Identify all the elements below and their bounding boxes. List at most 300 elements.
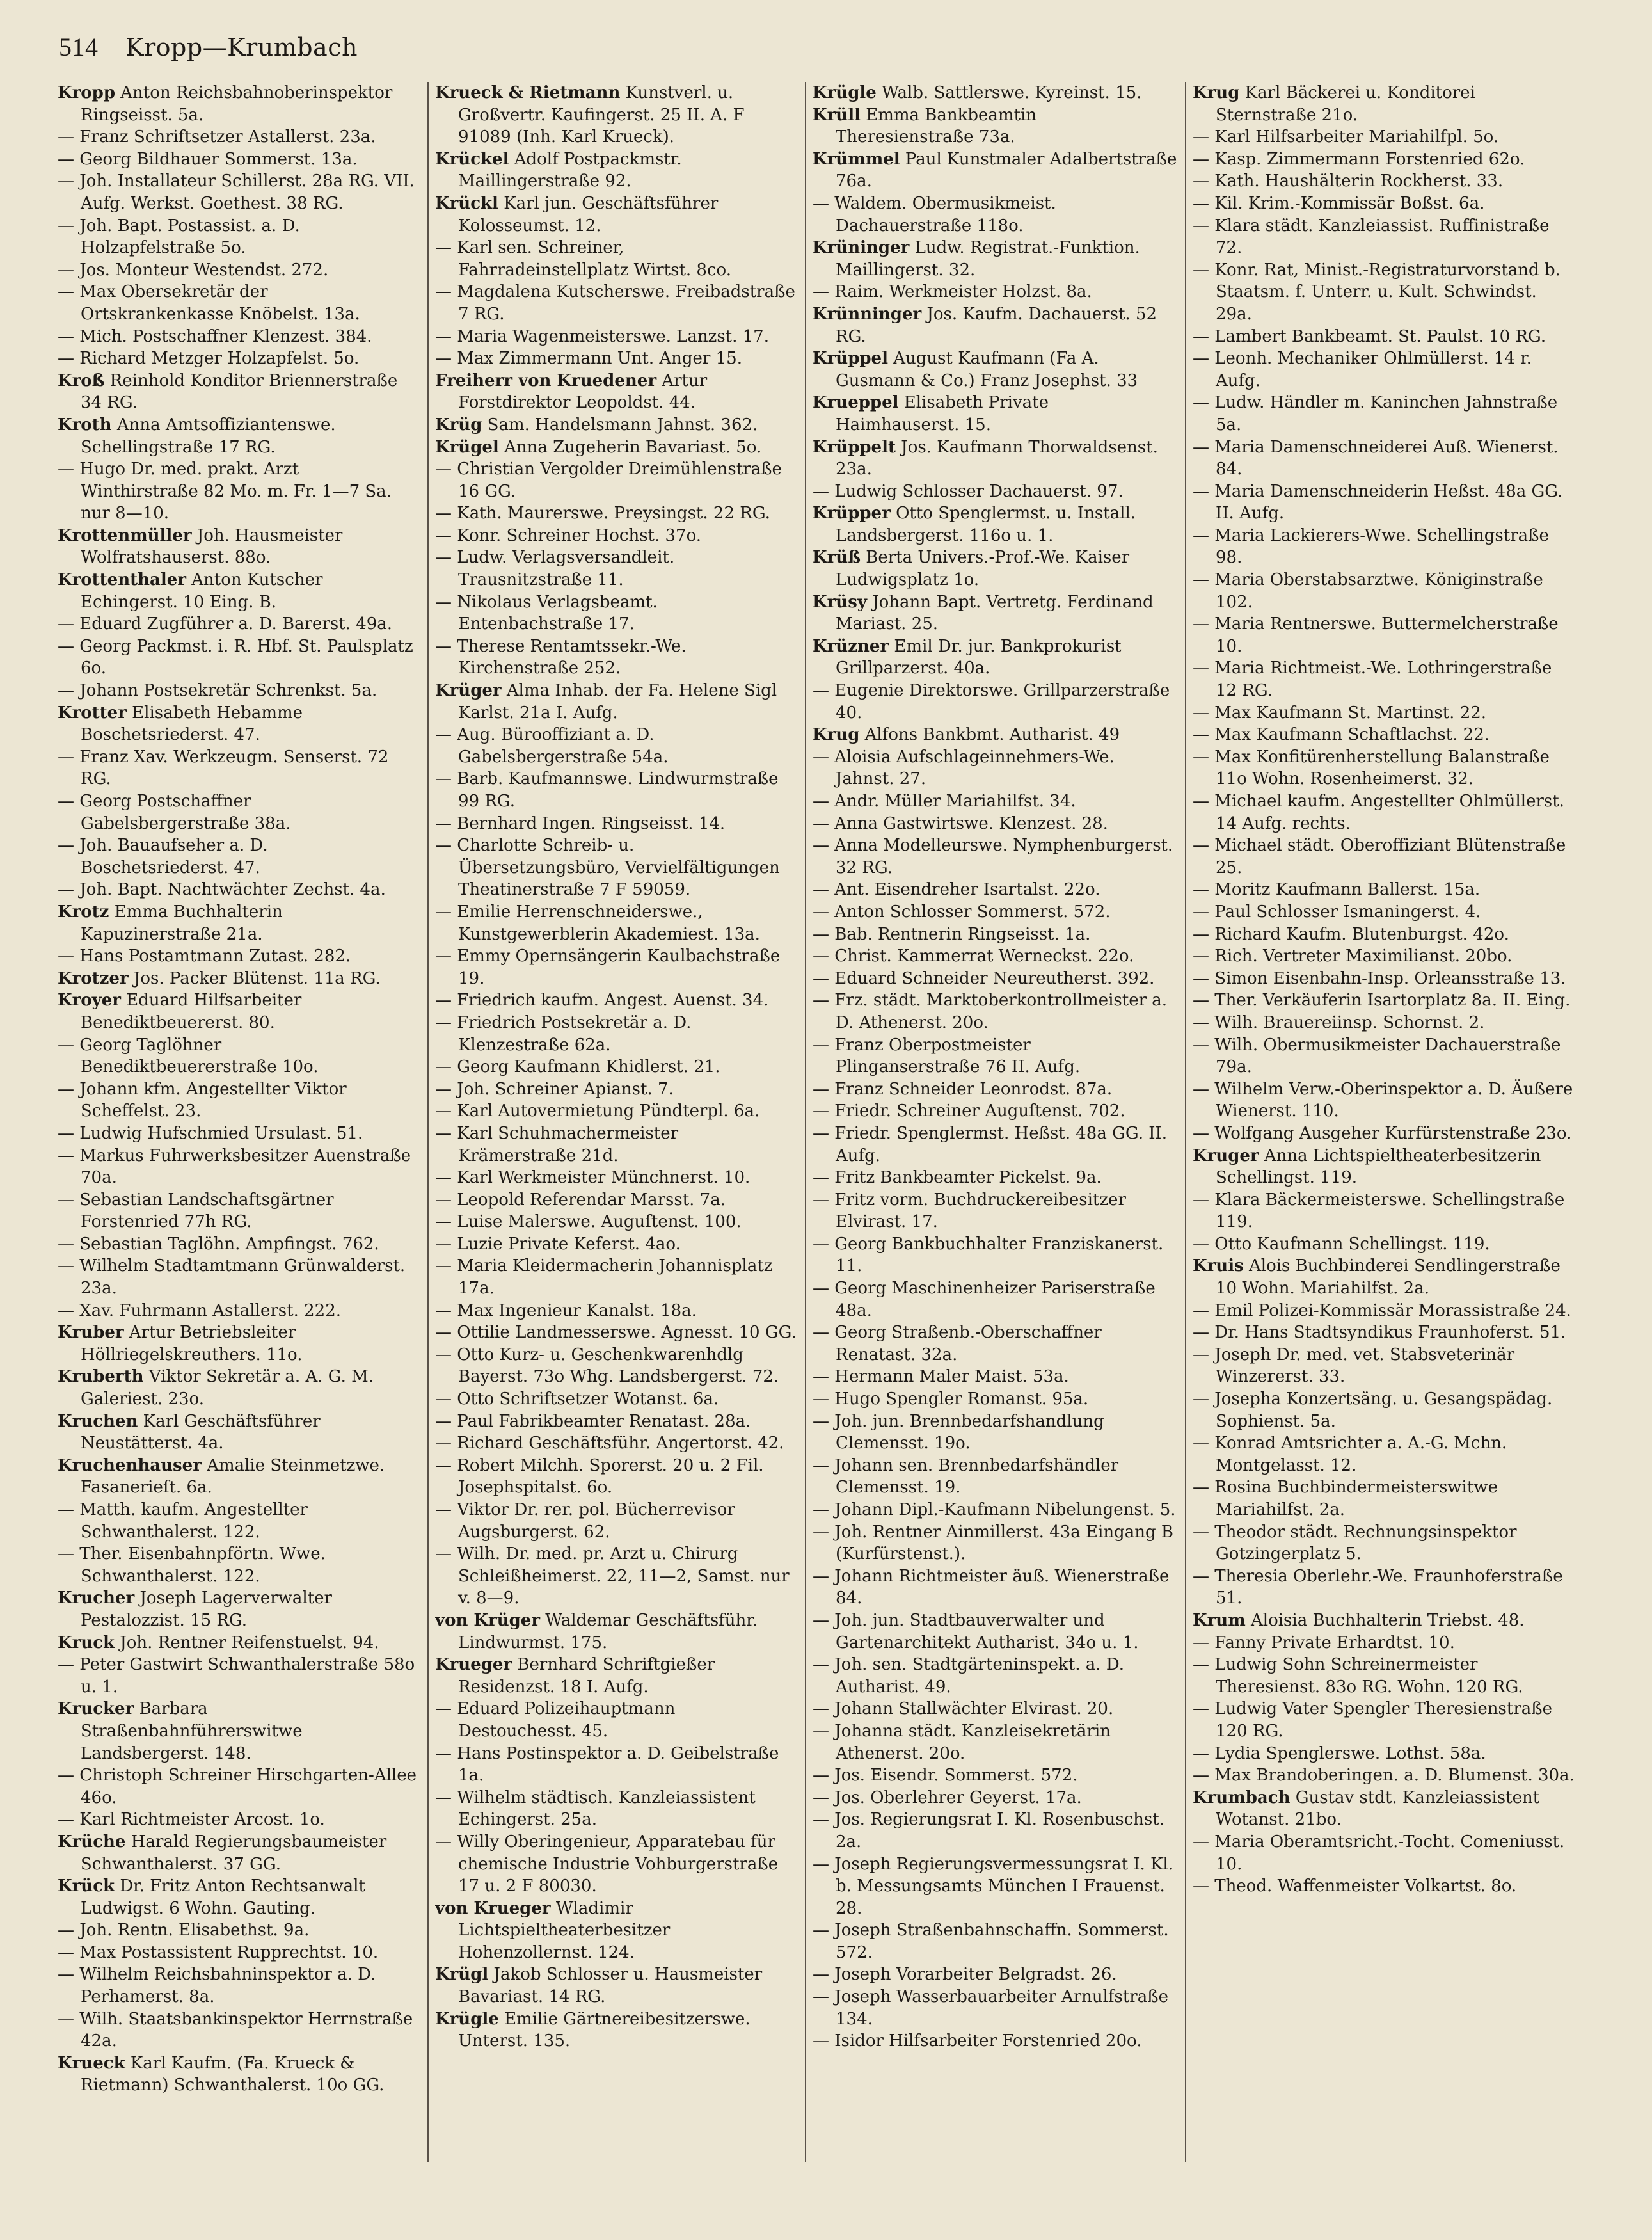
directory-entry — [435, 1698, 798, 1742]
entry-surname: Krüg — [435, 415, 482, 435]
directory-entry — [1193, 148, 1575, 171]
entry-text: — Joh. Bauaufseher a. D. Boschetsriederst. 47. — [58, 836, 268, 877]
entry-surname: Kruck — [58, 1633, 115, 1652]
entry-text: — Ludw. Verlagsversandleit. Trausnitzstraße 11. — [435, 548, 675, 590]
directory-entry — [813, 1322, 1177, 1366]
directory-entry — [1193, 1875, 1575, 1898]
entry-surname: Kruchen — [58, 1411, 138, 1431]
directory-entry — [435, 82, 798, 148]
directory-entry — [1193, 989, 1575, 1012]
directory-entry — [58, 702, 421, 746]
entry-surname: Kruchenhauser — [58, 1455, 202, 1475]
directory-entry — [1193, 945, 1575, 968]
directory-entry — [1193, 1388, 1575, 1432]
entry-text: — Georg Maschinenheizer Pariserstraße 48a. — [813, 1279, 1156, 1320]
directory-entry — [58, 370, 421, 414]
directory-entry — [58, 968, 421, 990]
entry-text: Viktor Sekretär a. A. G. M. Galeriest. 23o. — [81, 1367, 374, 1409]
entry-text: — Johann Dipl.-Kaufmann Nibelungenst. 5. — [813, 1500, 1176, 1519]
directory-entry — [813, 436, 1177, 481]
entry-text: — Klara städt. Kanzleiassist. Ruffinistraße 72. — [1193, 216, 1550, 258]
directory-entry — [1193, 1322, 1575, 1344]
directory-entry — [58, 259, 421, 282]
directory-entry — [813, 1787, 1177, 1809]
entry-text: — Leonh. Mechaniker Ohlmüllerst. 14 r. Aufg. — [1193, 349, 1532, 390]
directory-entry — [435, 1898, 798, 1964]
directory-entry — [813, 1521, 1177, 1565]
directory-entry — [435, 1078, 798, 1101]
entry-text: — Ludwig Sohn Schreinermeister Theresienst. 83o RG. Wohn. 120 RG. — [1193, 1655, 1523, 1697]
entry-text: — Magdalena Kutscherswe. Freibadstraße 7 RG. — [435, 282, 795, 324]
directory-entry — [1193, 724, 1575, 746]
entry-surname: Krüppelt — [813, 437, 896, 457]
directory-entry — [435, 680, 798, 724]
entry-text: Elisabeth Private Haimhauserst. 15. — [836, 393, 1049, 435]
directory-entry — [58, 1300, 421, 1322]
column-4 — [1193, 82, 1575, 2226]
entry-text: — Maria Oberamtsricht.-Tocht. Comeniusst. 10. — [1193, 1832, 1565, 1874]
directory-entry — [813, 1078, 1177, 1101]
directory-entry — [435, 1189, 798, 1212]
entry-text: Barbara Straßenbahnführerswitwe Landsbergerst. 148. — [81, 1699, 303, 1763]
entry-text: Artur Forstdirektor Leopoldst. 44. — [458, 371, 708, 413]
entry-text: — Wilhelm Stadtamtmann Grünwalderst. 23a. — [58, 1256, 406, 1299]
entry-text: — Robert Milchh. Sporerst. 20 u. 2 Fil. Josephspitalst. 6o. — [435, 1455, 764, 1498]
entry-text: — Christoph Schreiner Hirschgarten-Allee 46o. — [58, 1766, 417, 1807]
directory-entry — [58, 348, 421, 370]
entry-text: — Lydia Spenglerswe. Lothst. 58a. — [1193, 1743, 1486, 1763]
entry-surname: Krotter — [58, 703, 127, 723]
entry-surname: Krueppel — [813, 393, 899, 413]
directory-entry — [813, 1189, 1177, 1233]
directory-entry — [58, 613, 421, 636]
directory-entry — [58, 1654, 421, 1698]
entry-text: — Joseph Wasserbauarbeiter Arnulfstraße 134. — [813, 1987, 1168, 2029]
entry-text: — Markus Fuhrwerksbesitzer Auenstraße 70a. — [58, 1146, 411, 1188]
directory-entry — [813, 1720, 1177, 1764]
directory-entry — [58, 1322, 421, 1366]
entry-text: — Hans Postamtmann Zutast. 282. — [58, 947, 351, 966]
entry-text: — Michael kaufm. Angestellter Ohlmüllerst. 14 Aufg. rechts. — [1193, 792, 1564, 833]
entry-text: — Konr. Schreiner Hochst. 37o. — [435, 525, 702, 545]
entry-text: — Hugo Spengler Romanst. 95a. — [813, 1389, 1089, 1409]
directory-entry — [1193, 1654, 1575, 1698]
entry-text: — Raim. Werkmeister Holzst. 8a. — [813, 282, 1092, 302]
entry-text: — Charlotte Schreib- u. Übersetzungsbüro, Vervielfältigungen Theatinerstraße 7 F 59059. — [435, 836, 780, 900]
entry-text: — Anton Schlosser Sommerst. 572. — [813, 902, 1111, 922]
entry-text: — Maria Lackierers-Wwe. Schellingstraße 98. — [1193, 525, 1549, 568]
directory-entry — [58, 1034, 421, 1078]
entry-text: — Karl Werkmeister Münchnerst. 10. — [435, 1168, 751, 1188]
entry-text: — Konrad Amtsrichter a. A.-G. Mchn. Montgelasst. 12. — [1193, 1434, 1507, 1475]
entry-text: — Johann sen. Brennbedarfshändler Clemensst. 19. — [813, 1455, 1119, 1498]
entry-text: Alois Buchbinderei Sendlingerstraße 10 Wohn. Mariahilfst. 2a. — [1216, 1256, 1561, 1299]
directory-entry — [58, 1189, 421, 1233]
entry-text: — Joseph Straßenbahnschaffn. Sommerst. 572. — [813, 1921, 1169, 1962]
entry-text: — Sebastian Landschaftsgärtner Forstenried 77h RG. — [58, 1190, 334, 1232]
directory-entry — [1193, 1432, 1575, 1476]
entry-text: — Bab. Rentnerin Ringseisst. 1a. — [813, 924, 1091, 944]
directory-entry — [1193, 968, 1575, 990]
entry-text: — Konr. Rat, Minist.-Registraturvorstand b. Staatsm. f. Unterr. u. Kult. Schwindst. 29a. — [1193, 260, 1561, 324]
directory-entry — [813, 790, 1177, 813]
entry-text: — Max Obersekretär der Ortskrankenkasse Knöbelst. 13a. — [58, 282, 360, 324]
entry-text: — Wilhelm städtisch. Kanzleiassistent Echingerst. 25a. — [435, 1788, 756, 1830]
entry-text: Karl Geschäftsführer Neustätterst. 4a. — [81, 1411, 321, 1453]
entry-text: — Hermann Maler Maist. 53a. — [813, 1367, 1069, 1387]
entry-text: — Georg Packmst. i. R. Hbf. St. Paulsplatz 6o. — [58, 636, 413, 678]
entry-text: Anna Lichtspieltheaterbesitzerin Schellingst. 119. — [1216, 1146, 1541, 1188]
entry-text: — Johann kfm. Angestellter Viktor Scheffelst. 23. — [58, 1079, 347, 1121]
directory-entry — [58, 148, 421, 171]
directory-entry — [813, 1167, 1177, 1189]
entry-text: Elisabeth Hebamme Boschetsriederst. 47. — [81, 703, 303, 745]
page-header — [59, 28, 358, 67]
entry-text: Harald Regierungsbaumeister Schwanthalerst. 37 GG. — [81, 1832, 387, 1874]
directory-entry — [1193, 1078, 1575, 1123]
entry-text: — Franz Schneider Leonrodst. 87a. — [813, 1079, 1113, 1099]
entry-text: Otto Spenglermst. u. Install. Landsbergerst. 116o u. 1. — [836, 504, 1136, 545]
entry-text: — Moritz Kaufmann Ballerst. 15a. — [1193, 880, 1481, 900]
entry-surname: Krüche — [58, 1832, 126, 1852]
column-divider — [805, 82, 806, 2162]
directory-entry — [1193, 1698, 1575, 1742]
directory-entry — [813, 1034, 1177, 1078]
entry-surname: Freiherr von Kruedener — [435, 371, 657, 390]
entry-text: Paul Kunstmaler Adalbertstraße 76a. — [836, 149, 1177, 191]
entry-surname: Kroth — [58, 415, 112, 435]
entry-text: — Theod. Waffenmeister Volkartst. 8o. — [1193, 1876, 1517, 1896]
directory-entry — [435, 1167, 798, 1189]
directory-entry — [58, 569, 421, 613]
directory-entry — [1193, 1787, 1575, 1831]
directory-entry — [435, 436, 798, 459]
entry-surname: Krueck — [58, 2053, 125, 2073]
directory-entry — [435, 901, 798, 945]
directory-entry — [58, 458, 421, 525]
entry-text: Anton Reichsbahnoberinspektor Ringseisst. 5a. — [81, 83, 393, 125]
entry-surname: Krüninger — [813, 238, 910, 258]
directory-entry — [58, 1831, 421, 1875]
entry-text: — Otto Kurz- u. Geschenkwarenhdlg Bayerst. 73o Whg. Landsbergerst. 72. — [435, 1345, 779, 1387]
entry-text: Sam. Handelsmann Jahnst. 362. — [487, 415, 758, 435]
directory-entry — [435, 370, 798, 414]
entry-text: — Rosina Buchbindermeisterswitwe Mariahilfst. 2a. — [1193, 1478, 1498, 1519]
directory-entry — [435, 1300, 798, 1322]
entry-text: Jos. Kaufmann Thorwaldsenst. 23a. — [836, 437, 1158, 479]
entry-text: — Richard Metzger Holzapfelst. 5o. — [58, 349, 360, 369]
directory-entry — [435, 1322, 798, 1344]
directory-entry — [813, 547, 1177, 591]
directory-entry — [58, 281, 421, 325]
entry-text: — Willy Oberingenieur, Apparatebau für chemische Industrie Vohburgerstraße 17 u. 2 F 80030. — [435, 1832, 779, 1896]
directory-entry — [813, 1388, 1177, 1411]
directory-entry — [435, 1432, 798, 1455]
entry-text: — Franz Oberpostmeister Plinganserstraße 76 II. Aufg. — [813, 1035, 1081, 1077]
entry-text: — Luise Malerswe. Auguſtenst. 100. — [435, 1212, 742, 1232]
entry-surname: Krückel — [435, 149, 509, 169]
entry-text: — Fritz vorm. Buchdruckereibesitzer Elvirast. 17. — [813, 1190, 1126, 1232]
directory-entry — [58, 989, 421, 1034]
entry-text: Joh. Hausmeister Wolfratshauserst. 88o. — [81, 525, 343, 568]
entry-surname: Krüll — [813, 105, 861, 125]
directory-entry — [435, 1787, 798, 1831]
entry-text: Anna Amtsoffiziantenswe. Schellingstraße 17 RG. — [81, 415, 336, 457]
entry-text: — Ottilie Landmesserswe. Agnesst. 10 GG. — [435, 1323, 797, 1343]
column-1 — [58, 82, 421, 2226]
page-range: Kropp—Krumbach — [125, 33, 358, 61]
entry-text: — Ant. Eisendreher Isartalst. 22o. — [813, 880, 1100, 900]
entry-surname: Krück — [58, 1876, 115, 1896]
directory-entry — [58, 1587, 421, 1631]
entry-text: — Max Postassistent Rupprechtst. 10. — [58, 1942, 379, 1962]
entry-surname: Krucher — [58, 1588, 135, 1608]
entry-text: — Otto Schriftsetzer Wotanst. 6a. — [435, 1389, 719, 1409]
directory-entry — [1193, 1632, 1575, 1654]
entry-text: — Johann Stallwächter Elvirast. 20. — [813, 1699, 1114, 1719]
directory-entry — [435, 835, 798, 901]
column-3 — [813, 82, 1177, 2226]
directory-entry — [1193, 835, 1575, 879]
entry-text: — Jos. Eisendr. Sommerst. 572. — [813, 1766, 1078, 1786]
directory-entry — [813, 281, 1177, 303]
directory-entry — [435, 1964, 798, 2008]
entry-text: — Mich. Postschaffner Klenzest. 384. — [58, 326, 372, 346]
directory-entry — [1193, 1521, 1575, 1565]
entry-text: Anna Zugeherin Bavariast. 5o. — [504, 437, 762, 457]
directory-entry — [1193, 348, 1575, 392]
directory-entry — [1193, 126, 1575, 148]
directory-entry — [813, 1499, 1177, 1521]
entry-text: — Emil Polizei-Kommissär Morassistraße 24. — [1193, 1300, 1571, 1320]
entry-text: — Emilie Herrenschneiderswe., Kunstgewerblerin Akademiest. 13a. — [435, 902, 760, 944]
entry-surname: Kruberth — [58, 1367, 144, 1387]
directory-entry — [435, 326, 798, 348]
directory-entry — [435, 813, 798, 835]
directory-entry — [813, 104, 1177, 148]
directory-entry — [1193, 1764, 1575, 1787]
directory-entry — [1193, 1123, 1575, 1145]
directory-entry — [435, 1610, 798, 1654]
entry-text: — Hugo Dr. med. prakt. Arzt Winthirstraße 82 Mo. m. Fr. 1—7 Sa. nur 8—10. — [58, 460, 392, 524]
entry-surname: Krügl — [435, 1965, 489, 1985]
entry-text: Kunstverl. u. Großvertr. Kaufingerst. 25 II. A. F 91089 (Inh. Karl Krueck). — [458, 83, 745, 147]
entry-text: — Joh. sen. Stadtgärteninspekt. a. D. Autharist. 49. — [813, 1655, 1125, 1697]
entry-text: Wladimir Lichtspieltheaterbesitzer Hohenzollernst. 124. — [458, 1898, 671, 1962]
directory-entry — [813, 1366, 1177, 1388]
entry-text: Bernhard Schriftgießer Residenzst. 18 I. Aufg. — [458, 1655, 715, 1697]
directory-entry — [58, 82, 421, 126]
entry-text: — Joh. jun. Stadtbauverwalter und Gartenarchitekt Autharist. 34o u. 1. — [813, 1610, 1139, 1652]
entry-text: — Aug. Bürooffiziant a. D. Gabelsbergerstraße 54a. — [435, 725, 669, 767]
directory-entry — [435, 1543, 798, 1610]
entry-text: — Maria Oberstabsarztwe. Königinstraße 102. — [1193, 570, 1543, 612]
directory-entry — [813, 392, 1177, 436]
entry-text: — Maria Wagenmeisterswe. Lanzst. 17. — [435, 326, 769, 346]
entry-text: — Viktor Dr. rer. pol. Bücherrevisor Augsburgerst. 62. — [435, 1500, 735, 1542]
entry-text: — Lambert Bankbeamt. St. Paulst. 10 RG. — [1193, 326, 1546, 346]
entry-surname: Krotz — [58, 902, 109, 922]
entry-surname: Kruger — [1193, 1146, 1259, 1165]
directory-entry — [813, 1233, 1177, 1277]
directory-entry — [58, 1698, 421, 1764]
directory-entry — [58, 901, 421, 945]
directory-entry — [1193, 170, 1575, 193]
entry-surname: Krümmel — [813, 149, 900, 169]
directory-entry — [813, 1986, 1177, 2030]
directory-entry — [435, 2008, 798, 2052]
directory-entry — [1193, 392, 1575, 436]
entry-text: Karl jun. Geschäftsführer Kolosseumst. 12. — [458, 193, 719, 236]
entry-text: Jos. Packer Blütenst. 11a RG. — [133, 968, 381, 988]
directory-entry — [813, 481, 1177, 503]
entry-text: Alfons Bankbmt. Autharist. 49 — [864, 725, 1120, 745]
entry-surname: Krotzer — [58, 968, 129, 988]
entry-text: — Peter Gastwirt Schwanthalerstraße 58o u. 1. — [58, 1655, 415, 1697]
entry-text: — Christ. Kammerrat Werneckst. 22o. — [813, 947, 1134, 966]
directory-entry — [435, 1455, 798, 1499]
directory-entry — [435, 636, 798, 680]
directory-entry — [1193, 1610, 1575, 1632]
entry-text: — Maria Kleidermacherin Johannisplatz 17a. — [435, 1256, 773, 1299]
directory-entry — [813, 945, 1177, 968]
directory-entry — [58, 790, 421, 835]
directory-entry — [813, 148, 1177, 193]
entry-text: — Richard Geschäftsführ. Angertorst. 42. — [435, 1434, 784, 1453]
entry-text: — Ludwig Hufschmied Ursulast. 51. — [58, 1123, 363, 1143]
directory-entry — [58, 1543, 421, 1587]
directory-entry — [1193, 1831, 1575, 1875]
directory-entry — [813, 1565, 1177, 1610]
entry-text: — Simon Eisenbahn-Insp. Orleansstraße 13. — [1193, 968, 1566, 988]
entry-text: Amalie Steinmetzwe. Fasanerieſt. 6a. — [81, 1455, 385, 1498]
entry-text: — Georg Bankbuchhalter Franziskanerst. 11. — [813, 1234, 1164, 1276]
entry-text: — Paul Fabrikbeamter Renatast. 28a. — [435, 1411, 751, 1431]
entry-text: — Josepha Konzertsäng. u. Gesangspädag. Sophienst. 5a. — [1193, 1389, 1553, 1431]
directory-entry — [435, 945, 798, 989]
directory-entry — [58, 2052, 421, 2097]
directory-entry — [813, 1411, 1177, 1455]
entry-surname: Krügle — [435, 2009, 499, 2029]
directory-entry — [1193, 215, 1575, 259]
entry-text: — Luzie Private Keferst. 4ao. — [435, 1234, 681, 1254]
entry-text: — Nikolaus Verlagsbeamt. Entenbachstraße 17. — [435, 592, 658, 634]
directory-entry — [435, 237, 798, 281]
directory-entry — [435, 1743, 798, 1787]
directory-entry — [813, 1123, 1177, 1167]
entry-text: — Karl sen. Schreiner, Fahrradeinstellplatz Wirtst. 8co. — [435, 238, 731, 280]
directory-entry — [1193, 1743, 1575, 1765]
directory-entry — [1193, 1476, 1575, 1521]
directory-entry — [1193, 1300, 1575, 1322]
entry-text: — Isidor Hilfsarbeiter Forstenried 20o. — [813, 2031, 1142, 2051]
entry-text: — Max Kaufmann St. Martinst. 22. — [1193, 703, 1487, 723]
directory-entry — [435, 547, 798, 591]
directory-entry — [435, 525, 798, 547]
entry-text: — Eugenie Direktorswe. Grillparzerstraße 40. — [813, 681, 1170, 723]
directory-entry — [435, 1654, 798, 1698]
page-number: 514 — [59, 33, 99, 61]
entry-text: — Wilh. Dr. med. pr. Arzt u. Chirurg Schleißheimerst. 22, 11—2, Samst. nur v. 8—9. — [435, 1544, 790, 1608]
entry-text: — Max Brandoberingen. a. D. Blumenst. 30a. — [1193, 1766, 1575, 1786]
directory-entry — [1193, 790, 1575, 835]
directory-entry — [813, 835, 1177, 879]
entry-surname: Krug — [813, 725, 860, 745]
directory-entry — [435, 1233, 798, 1256]
entry-text: — Wilh. Staatsbankinspektor Herrnstraße 42a. — [58, 2009, 413, 2051]
directory-entry — [1193, 259, 1575, 326]
directory-entry — [435, 1831, 798, 1898]
entry-text: — Max Kaufmann Schaftlachst. 22. — [1193, 725, 1490, 745]
entry-surname: Krückl — [435, 193, 498, 213]
entry-text: — Eduard Polizeihauptmann Destouchesst. 45. — [435, 1699, 676, 1741]
directory-entry — [435, 458, 798, 502]
column-divider — [1185, 82, 1186, 2162]
entry-surname: Kropp — [58, 83, 115, 102]
entry-text: — Bernhard Ingen. Ringseisst. 14. — [435, 813, 726, 833]
entry-text: — Sebastian Taglöhn. Ampfingst. 762. — [58, 1234, 379, 1254]
entry-text: Alma Inhab. der Fa. Helene Sigl Karlst. 21a I. Aufg. — [458, 681, 777, 723]
entry-text: Karl Kaufm. (Fa. Krueck & Rietmann) Schwanthalerst. 10o GG. — [81, 2053, 385, 2095]
directory-entry — [1193, 569, 1575, 613]
directory-entry — [813, 82, 1177, 104]
directory-entry — [435, 591, 798, 636]
entry-text: — Dr. Hans Stadtsyndikus Fraunhoferst. 51. — [1193, 1323, 1566, 1343]
entry-text: — Max Zimmermann Unt. Anger 15. — [435, 349, 742, 369]
directory-entry — [813, 924, 1177, 946]
entry-text: — Joh. Installateur Schillerst. 28a RG. VII. Aufg. Werkst. Goethest. 38 RG. — [58, 172, 415, 213]
entry-text: — Joseph Regierungsvermessungsrat I. Kl. b. Messungsamts München I Frauenst. 28. — [813, 1854, 1174, 1918]
directory-entry — [58, 126, 421, 148]
directory-entry — [813, 813, 1177, 835]
entry-text: — Barb. Kaufmannswe. Lindwurmstraße 99 RG. — [435, 769, 779, 811]
directory-entry — [58, 2008, 421, 2052]
entry-text: — Hans Postinspektor a. D. Geibelstraße 1a. — [435, 1743, 779, 1786]
entry-text: Aloisia Buchhalterin Triebst. 48. — [1250, 1610, 1525, 1630]
entry-text: August Kaufmann (Fa A. Gusmann & Co.) Franz Josephst. 33 — [836, 349, 1138, 390]
entry-text: Joseph Lagerverwalter Pestalozzist. 15 RG. — [81, 1588, 332, 1630]
directory-entry — [1193, 1012, 1575, 1034]
entry-text: — Kasp. Zimmermann Forstenried 62o. — [1193, 149, 1525, 169]
entry-text: — Wilh. Brauereiinsp. Schornst. 2. — [1193, 1012, 1485, 1032]
entry-text: — Fanny Private Erhardtst. 10. — [1193, 1633, 1455, 1652]
directory-entry — [58, 1078, 421, 1123]
directory-entry — [813, 968, 1177, 990]
entry-text: — Joh. Bapt. Nachtwächter Zechst. 4a. — [58, 880, 386, 900]
directory-entry — [435, 1056, 798, 1078]
directory-entry — [435, 768, 798, 812]
entry-text: — Karl Autovermietung Pündterpl. 6a. — [435, 1101, 760, 1121]
directory-entry — [58, 1764, 421, 1809]
entry-surname: von Krüger — [435, 1610, 541, 1630]
entry-text: Reinhold Konditor Briennerstraße 34 RG. — [81, 371, 398, 413]
entry-text: Anton Kutscher Echingerst. 10 Eing. B. — [81, 570, 323, 612]
directory-entry — [813, 2030, 1177, 2052]
directory-entry — [813, 193, 1177, 237]
directory-entry — [58, 746, 421, 790]
directory-entry — [435, 1499, 798, 1543]
entry-text: — Theresia Oberlehr.-We. Fraunhoferstraße 51. — [1193, 1566, 1563, 1608]
entry-surname: Krüger — [435, 681, 502, 701]
directory-entry — [1193, 1344, 1575, 1388]
entry-text: — Aloisia Aufschlageinnehmers-We. Jahnst. 27. — [813, 747, 1115, 789]
directory-entry — [813, 879, 1177, 901]
directory-entry — [58, 525, 421, 569]
entry-text: Artur Betriebsleiter Höllriegelskreuthers. 11o. — [81, 1323, 303, 1364]
directory-entry — [58, 1366, 421, 1410]
entry-text: Emil Dr. jur. Bankprokurist Grillparzerst. 40a. — [836, 636, 1122, 678]
entry-text: Jakob Schlosser u. Hausmeister Bavariast. 14 RG. — [458, 1965, 763, 2007]
